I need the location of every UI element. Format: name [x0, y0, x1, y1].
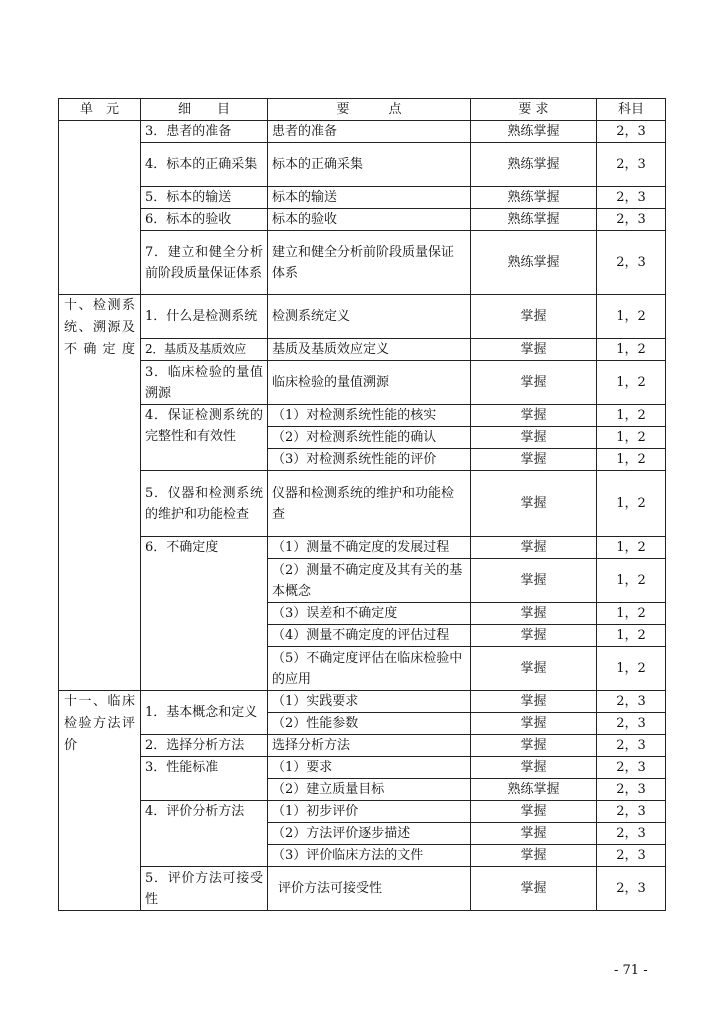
table-row — [59, 143, 666, 187]
detail-cell: 5．标本的输送 — [141, 187, 268, 209]
subject-cell: 2，3 — [597, 823, 666, 845]
subject-cell: 1，2 — [597, 537, 666, 559]
unit-cell: 十、检测系统、溯源及不确定度 — [59, 295, 141, 691]
subject-cell: 1，2 — [597, 603, 666, 625]
table-row — [59, 231, 666, 295]
header-requirement: 要 求 — [471, 99, 597, 121]
subject-cell: 1，2 — [597, 361, 666, 405]
point-cell: （1）对检测系统性能的核实 — [268, 405, 471, 427]
requirement-cell: 熟练掌握 — [471, 187, 597, 209]
header-point: 要 点 — [268, 99, 471, 121]
requirement-cell: 掌握 — [471, 691, 597, 713]
requirement-cell: 熟练掌握 — [471, 231, 597, 295]
subject-cell: 2，3 — [597, 143, 666, 187]
point-cell: （1）实践要求 — [268, 691, 471, 713]
table-row — [59, 691, 666, 713]
detail-cell: 2．选择分析方法 — [141, 735, 268, 757]
point-cell: 基质及基质效应定义 — [268, 339, 471, 361]
point-cell: 患者的准备 — [268, 121, 471, 143]
requirement-cell: 熟练掌握 — [471, 121, 597, 143]
subject-cell: 1，2 — [597, 295, 666, 339]
point-cell: 标本的验收 — [268, 209, 471, 231]
requirement-cell: 掌握 — [471, 405, 597, 427]
syllabus-table — [58, 98, 666, 911]
subject-cell: 1，2 — [597, 647, 666, 691]
table-header-row — [59, 99, 666, 121]
detail-cell: 6．标本的验收 — [141, 209, 268, 231]
point-cell: （3）误差和不确定度 — [268, 603, 471, 625]
table-row — [59, 121, 666, 143]
requirement-cell: 掌握 — [471, 625, 597, 647]
requirement-cell: 掌握 — [471, 713, 597, 735]
table-row — [59, 339, 666, 361]
requirement-cell: 熟练掌握 — [471, 209, 597, 231]
detail-cell: 3．性能标准 — [141, 757, 268, 801]
requirement-cell: 掌握 — [471, 647, 597, 691]
requirement-cell: 掌握 — [471, 339, 597, 361]
detail-cell: 4．标本的正确采集 — [141, 143, 268, 187]
point-cell: 评价方法可接受性 — [268, 867, 471, 911]
detail-cell: 1．基本概念和定义 — [141, 691, 268, 735]
table-row — [59, 361, 666, 405]
subject-cell: 1，2 — [597, 427, 666, 449]
detail-cell: 3．患者的准备 — [141, 121, 268, 143]
subject-cell: 1，2 — [597, 559, 666, 603]
point-cell: （3）评价临床方法的文件 — [268, 845, 471, 867]
requirement-cell: 掌握 — [471, 361, 597, 405]
table-row — [59, 295, 666, 339]
point-cell: （5）不确定度评估在临床检验中的应用 — [268, 647, 471, 691]
requirement-cell: 掌握 — [471, 757, 597, 779]
subject-cell: 1，2 — [597, 339, 666, 361]
subject-cell: 2，3 — [597, 801, 666, 823]
detail-cell: 5．评价方法可接受性 — [141, 867, 268, 911]
subject-cell: 2，3 — [597, 867, 666, 911]
header-unit: 单 元 — [59, 99, 141, 121]
detail-cell: 1．什么是检测系统 — [141, 295, 268, 339]
table-row — [59, 757, 666, 779]
requirement-cell: 熟练掌握 — [471, 779, 597, 801]
requirement-cell: 掌握 — [471, 471, 597, 537]
table-row — [59, 471, 666, 537]
subject-cell: 2，3 — [597, 209, 666, 231]
requirement-cell: 掌握 — [471, 603, 597, 625]
requirement-cell: 掌握 — [471, 449, 597, 471]
header-detail: 细 目 — [141, 99, 268, 121]
subject-cell: 2，3 — [597, 187, 666, 209]
detail-cell: 4．评价分析方法 — [141, 801, 268, 867]
subject-cell: 2，3 — [597, 691, 666, 713]
requirement-cell: 掌握 — [471, 559, 597, 603]
subject-cell: 2，3 — [597, 779, 666, 801]
requirement-cell: 掌握 — [471, 427, 597, 449]
point-cell: （2）性能参数 — [268, 713, 471, 735]
point-cell: （1）测量不确定度的发展过程 — [268, 537, 471, 559]
detail-cell: 3．临床检验的量值溯源 — [141, 361, 268, 405]
requirement-cell: 掌握 — [471, 295, 597, 339]
table-row — [59, 537, 666, 559]
subject-cell: 2，3 — [597, 231, 666, 295]
requirement-cell: 掌握 — [471, 801, 597, 823]
table-row — [59, 405, 666, 427]
detail-cell: 5．仪器和检测系统的维护和功能检查 — [141, 471, 268, 537]
point-cell: 标本的输送 — [268, 187, 471, 209]
point-cell: （2）对检测系统性能的确认 — [268, 427, 471, 449]
point-cell: （4）测量不确定度的评估过程 — [268, 625, 471, 647]
point-cell: （2）方法评价逐步描述 — [268, 823, 471, 845]
header-subject: 科目 — [597, 99, 666, 121]
requirement-cell: 掌握 — [471, 823, 597, 845]
table-row — [59, 209, 666, 231]
point-cell: 临床检验的量值溯源 — [268, 361, 471, 405]
subject-cell: 1，2 — [597, 449, 666, 471]
requirement-cell: 掌握 — [471, 845, 597, 867]
point-cell: 仪器和检测系统的维护和功能检查 — [268, 471, 471, 537]
detail-cell: 7．建立和健全分析前阶段质量保证体系 — [141, 231, 268, 295]
requirement-cell: 掌握 — [471, 537, 597, 559]
subject-cell: 2，3 — [597, 735, 666, 757]
requirement-cell: 掌握 — [471, 867, 597, 911]
page-number: - 71 - — [614, 963, 648, 978]
subject-cell: 2，3 — [597, 757, 666, 779]
point-cell: 选择分析方法 — [268, 735, 471, 757]
unit-cell: 十一、临床检验方法评价 — [59, 691, 141, 911]
point-cell: （1）初步评价 — [268, 801, 471, 823]
point-cell: （1）要求 — [268, 757, 471, 779]
requirement-cell: 掌握 — [471, 735, 597, 757]
point-cell: 建立和健全分析前阶段质量保证体系 — [268, 231, 471, 295]
detail-cell: 6．不确定度 — [141, 537, 268, 691]
requirement-cell: 熟练掌握 — [471, 143, 597, 187]
table-row — [59, 801, 666, 823]
subject-cell: 1，2 — [597, 471, 666, 537]
detail-cell: 2．基质及基质效应 — [141, 339, 268, 361]
point-cell: （2）测量不确定度及其有关的基本概念 — [268, 559, 471, 603]
subject-cell: 1，2 — [597, 405, 666, 427]
subject-cell: 1，2 — [597, 625, 666, 647]
unit-cell — [59, 121, 141, 295]
table-row — [59, 867, 666, 911]
table-row — [59, 735, 666, 757]
point-cell: （3）对检测系统性能的评价 — [268, 449, 471, 471]
point-cell: 标本的正确采集 — [268, 143, 471, 187]
subject-cell: 2，3 — [597, 713, 666, 735]
subject-cell: 2，3 — [597, 121, 666, 143]
point-cell: 检测系统定义 — [268, 295, 471, 339]
subject-cell: 2，3 — [597, 845, 666, 867]
table-row — [59, 187, 666, 209]
detail-cell: 4．保证检测系统的完整性和有效性 — [141, 405, 268, 471]
point-cell: （2）建立质量目标 — [268, 779, 471, 801]
